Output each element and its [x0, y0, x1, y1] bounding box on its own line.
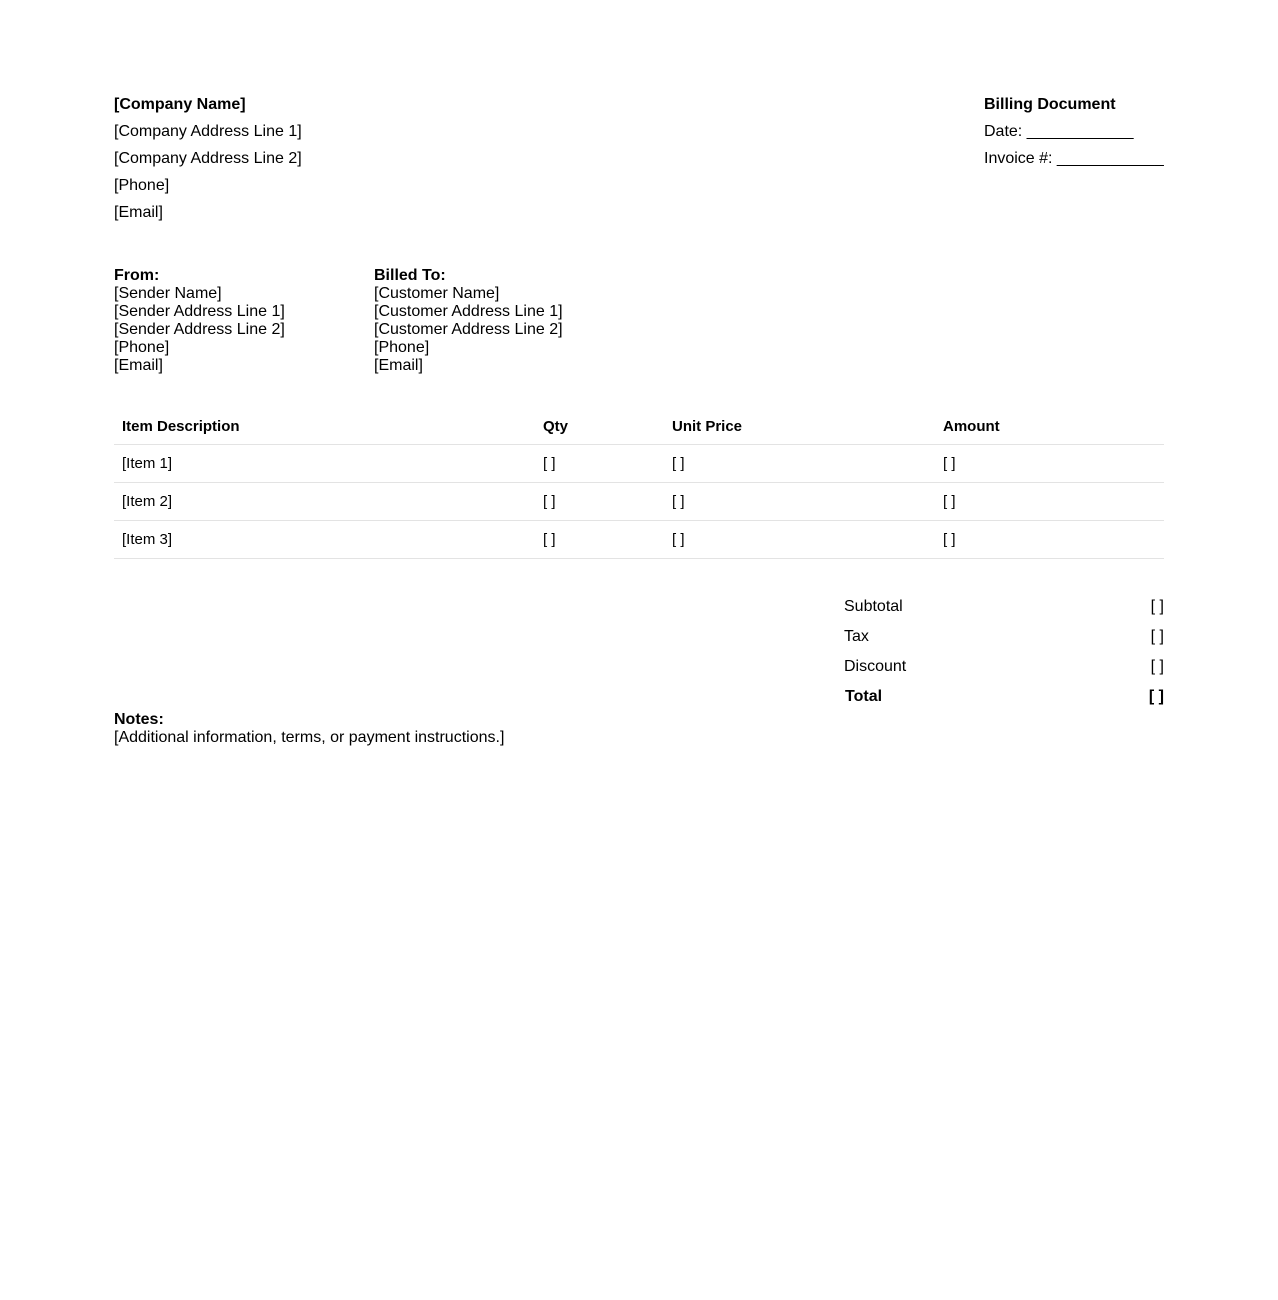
discount-label: Discount: [844, 658, 907, 675]
column-header-amount: Amount: [935, 408, 1164, 445]
company-phone: [Phone]: [114, 177, 170, 194]
table-header-row: [114, 408, 1164, 445]
item-description: [Item 1]: [114, 445, 535, 483]
company-name: [Company Name]: [114, 96, 246, 113]
billed-to-block: [374, 267, 563, 375]
subtotal-label: Subtotal: [844, 598, 903, 615]
from-block: [114, 267, 285, 375]
discount-row: [844, 652, 1164, 682]
parties-section: [114, 267, 1164, 377]
subtotal-row: [844, 592, 1164, 622]
tax-value: [ ]: [1150, 628, 1164, 645]
items-table: [114, 408, 1164, 559]
item-amount: [ ]: [935, 483, 1164, 521]
from-label: From:: [114, 267, 160, 284]
item-unit-price: [ ]: [664, 483, 935, 521]
date-field: Date: ____________: [984, 123, 1134, 140]
item-unit-price: [ ]: [664, 445, 935, 483]
item-amount: [ ]: [935, 445, 1164, 483]
item-qty: [ ]: [535, 445, 664, 483]
sender-email: [Email]: [114, 357, 163, 374]
billing-info: [984, 94, 1164, 175]
billed-to-label: Billed To:: [374, 267, 446, 284]
item-description: [Item 3]: [114, 521, 535, 559]
sender-phone: [Phone]: [114, 339, 170, 356]
notes-text: [Additional information, terms, or payment instructions.]: [114, 729, 505, 746]
document-title: Billing Document: [984, 96, 1116, 113]
invoice-number-field: Invoice #: ____________: [984, 150, 1164, 167]
item-amount: [ ]: [935, 521, 1164, 559]
totals-section: [844, 592, 1164, 712]
item-qty: [ ]: [535, 521, 664, 559]
column-header-qty: Qty: [535, 408, 664, 445]
table-row: [114, 521, 1164, 559]
discount-value: [ ]: [1150, 658, 1164, 675]
billing-document: [114, 94, 1164, 746]
tax-row: [844, 622, 1164, 652]
column-header-unit-price: Unit Price: [664, 408, 935, 445]
customer-email: [Email]: [374, 357, 423, 374]
notes-section: [114, 711, 504, 747]
sender-address-line-2: [Sender Address Line 2]: [114, 321, 285, 338]
item-description: [Item 2]: [114, 483, 535, 521]
customer-phone: [Phone]: [374, 339, 430, 356]
table-row: [114, 483, 1164, 521]
total-row: [844, 682, 1164, 712]
tax-label: Tax: [844, 628, 869, 645]
company-info: [114, 94, 302, 229]
subtotal-value: [ ]: [1150, 598, 1164, 615]
customer-address-line-1: [Customer Address Line 1]: [374, 303, 563, 320]
notes-label: Notes:: [114, 711, 164, 728]
company-address-line-1: [Company Address Line 1]: [114, 123, 302, 140]
sender-name: [Sender Name]: [114, 285, 222, 302]
table-row: [114, 445, 1164, 483]
column-header-description: Item Description: [114, 408, 535, 445]
document-header: [114, 94, 1164, 234]
item-qty: [ ]: [535, 483, 664, 521]
item-unit-price: [ ]: [664, 521, 935, 559]
total-label: Total: [845, 688, 883, 705]
customer-name: [Customer Name]: [374, 285, 500, 302]
company-email: [Email]: [114, 204, 163, 221]
total-value: [ ]: [1148, 688, 1164, 705]
sender-address-line-1: [Sender Address Line 1]: [114, 303, 285, 320]
customer-address-line-2: [Customer Address Line 2]: [374, 321, 563, 338]
company-address-line-2: [Company Address Line 2]: [114, 150, 302, 167]
